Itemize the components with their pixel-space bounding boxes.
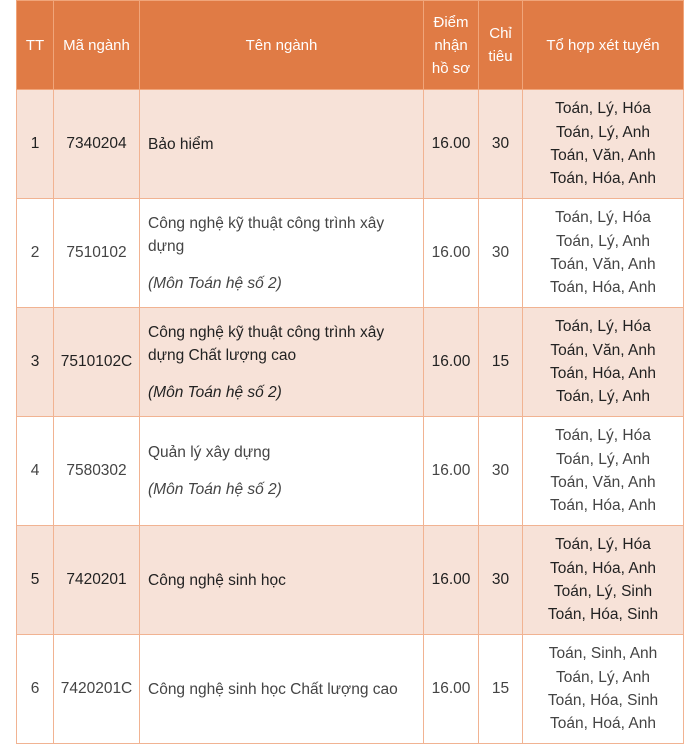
subject-combinations xyxy=(523,417,684,526)
cutoff-footer-text xyxy=(16,744,416,751)
header-ten-nganh: Tên ngành xyxy=(140,1,424,90)
row-number: 1 xyxy=(17,90,54,199)
combo-item: Toán, Sinh, Anh xyxy=(548,645,658,663)
combo-item: Toán, Văn, Anh xyxy=(550,341,656,359)
table-row xyxy=(17,308,684,417)
combo-item: Toán, Lý, Hóa xyxy=(555,427,651,445)
header-diem-line: Điểm xyxy=(433,13,469,31)
major-code: 7580302 xyxy=(54,417,140,526)
row-number: 5 xyxy=(17,526,54,635)
subject-combinations xyxy=(523,526,684,635)
quota: 15 xyxy=(479,635,523,744)
major-name-line: Công nghệ kỹ thuật công trình xây xyxy=(148,323,385,341)
header-chi-tieu-line: tiêu xyxy=(488,48,513,65)
major-name-line: dựng xyxy=(148,237,185,255)
header-chi-tieu xyxy=(479,1,523,90)
major-name xyxy=(140,526,424,635)
combo-item: Toán, Hóa, Anh xyxy=(550,559,656,577)
major-code: 7510102 xyxy=(54,199,140,308)
combo-item: Toán, Lý, Anh xyxy=(556,232,650,250)
cutoff-score: 16.00 xyxy=(424,199,479,308)
combo-item: Toán, Lý, Anh xyxy=(556,450,650,468)
combo-item: Toán, Hoá, Anh xyxy=(550,715,656,733)
quota: 30 xyxy=(479,526,523,635)
quota: 30 xyxy=(479,90,523,199)
combo-item: Toán, Lý, Hóa xyxy=(555,100,651,118)
combo-item: Toán, Văn, Anh xyxy=(550,474,656,491)
header-diem xyxy=(424,1,479,90)
major-name xyxy=(140,199,424,308)
major-name-line: Quản lý xây dựng xyxy=(148,444,271,461)
major-code: 7420201 xyxy=(54,526,140,635)
table-row xyxy=(17,199,684,308)
subject-combinations xyxy=(523,90,684,199)
major-code: 7510102C xyxy=(54,308,140,417)
quota: 30 xyxy=(479,199,523,308)
table-row xyxy=(17,526,684,635)
combo-item: Toán, Lý, Anh xyxy=(556,668,650,686)
cutoff-score: 16.00 xyxy=(424,90,479,199)
header-diem-line: nhận xyxy=(434,36,468,54)
major-note: (Môn Toán hệ số 2) xyxy=(148,274,282,292)
major-name xyxy=(140,635,424,744)
quota: 15 xyxy=(479,308,523,417)
combo-item: Toán, Lý, Hóa xyxy=(555,209,651,227)
cutoff-score: 16.00 xyxy=(424,417,479,526)
row-number: 2 xyxy=(17,199,54,308)
combo-item: Toán, Lý, Anh xyxy=(556,123,650,141)
major-code: 7420201C xyxy=(54,635,140,744)
header-diem-line: hồ sơ xyxy=(431,59,471,77)
cutoff-score: 16.00 xyxy=(424,635,479,744)
combo-item: Toán, Lý, Hóa xyxy=(555,536,651,554)
major-name-line: Công nghệ sinh học Chất lượng cao xyxy=(148,680,398,698)
major-code: 7340204 xyxy=(54,90,140,199)
major-name xyxy=(140,417,424,526)
combo-item: Toán, Lý, Sinh xyxy=(553,583,653,600)
row-number: 3 xyxy=(17,308,54,417)
combo-item: Toán, Hóa, Anh xyxy=(550,497,656,515)
combo-item: Toán, Văn, Anh xyxy=(550,147,656,164)
combo-item: Toán, Hóa, Anh xyxy=(550,279,656,297)
major-note: (Môn Toán hệ số 2) xyxy=(148,481,282,498)
subject-combinations xyxy=(523,199,684,308)
cutoff-score: 16.00 xyxy=(424,526,479,635)
combo-item: Toán, Hóa, Sinh xyxy=(547,692,659,709)
combo-item: Toán, Hóa, Sinh xyxy=(547,606,659,624)
major-note: (Môn Toán hệ số 2) xyxy=(148,383,282,401)
row-number: 6 xyxy=(17,635,54,744)
quota: 30 xyxy=(479,417,523,526)
header-tt: TT xyxy=(17,1,54,90)
major-name xyxy=(140,90,424,199)
row-number: 4 xyxy=(17,417,54,526)
major-name-line: Công nghệ kỹ thuật công trình xây xyxy=(148,214,385,232)
admission-table xyxy=(16,0,684,744)
combo-item: Toán, Hóa, Anh xyxy=(550,170,656,188)
header-ma-nganh: Mã ngành xyxy=(54,1,140,90)
header-to-hop: Tổ hợp xét tuyển xyxy=(523,1,684,90)
major-name-line: Công nghệ sinh học xyxy=(148,571,286,589)
major-name xyxy=(140,308,424,417)
major-name-line: Bảo hiểm xyxy=(148,135,214,153)
header-chi-tieu-line: Chỉ xyxy=(489,25,512,42)
subject-combinations xyxy=(523,635,684,744)
table-header-row xyxy=(17,1,684,90)
subject-combinations xyxy=(523,308,684,417)
table-row xyxy=(17,417,684,526)
combo-item: Toán, Hóa, Anh xyxy=(550,365,656,382)
combo-item: Toán, Lý, Anh xyxy=(556,388,650,406)
combo-item: Toán, Lý, Hóa xyxy=(555,318,651,336)
cutoff-score: 16.00 xyxy=(424,308,479,417)
major-name-line: dựng Chất lượng cao xyxy=(148,346,297,364)
combo-item: Toán, Văn, Anh xyxy=(550,256,656,273)
table-row xyxy=(17,635,684,744)
table-body xyxy=(17,90,684,744)
table-row xyxy=(17,90,684,199)
